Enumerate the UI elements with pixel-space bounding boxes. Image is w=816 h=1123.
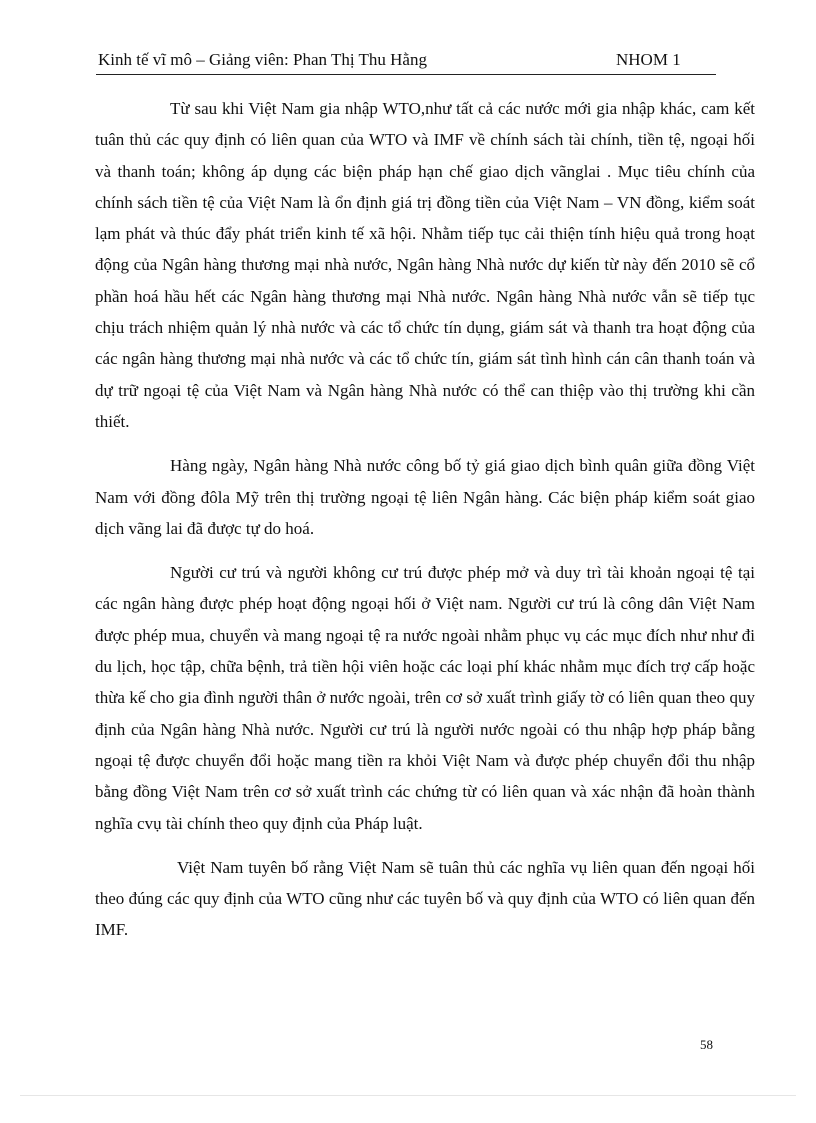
paragraph-exchange-rate: Hàng ngày, Ngân hàng Nhà nước công bố tỷ giá giao dịch bình quân giữa đồng Việt Nam với đồng đôla Mỹ trên thị trường ngoại tệ liên Ngân hàng. Các biện pháp kiểm soát giao dịch vãng lai đã được tự do hoá.	[95, 456, 755, 538]
paragraph-foreign-currency-accounts: Người cư trú và người không cư trú được phép mở và duy trì tài khoản ngoại tệ tại các ngân hàng được phép hoạt động ngoại hối ở Việt nam. Người cư trú là công dân Việt Nam được phép mua, chuyển và mang ngoại tệ ra nước ngoài nhằm phục vụ các mục đích như như đi du lịch, học tập, chữa bệnh, trả tiền hội viên hoặc các loại phí khác nhằm mục đích trợ cấp hoặc thừa kế cho gia đình người thân ở nước ngoài, trên cơ sở xuất trình giấy tờ có liên quan theo quy định của Ngân hàng Nhà nước. Người cư trú là người nước ngoài có thu nhập hợp pháp bằng ngoại tệ được chuyển đổi hoặc mang tiền ra khỏi Việt Nam và được phép chuyển đổi thu nhập bằng đồng Việt Nam trên cơ sở xuất trình các chứng từ có liên quan và xác nhận đã hoàn thành nghĩa cvụ tài chính theo quy định của Pháp luật.	[95, 563, 755, 833]
bottom-divider	[20, 1095, 796, 1096]
paragraph-monetary-policy: Từ sau khi Việt Nam gia nhập WTO,như tất cả các nước mới gia nhập khác, cam kết tuân thủ các quy định có liên quan của WTO và IMF về chính sách tài chính, tiền tệ, ngoại hối và thanh toán; không áp dụng các biện pháp hạn chế giao dịch vãnglai . Mục tiêu chính của chính sách tiền tệ của Việt Nam là ổn định giá trị đồng tiền của Việt Nam – VN đồng, kiểm soát lạm phát và thúc đẩy phát triển kinh tế xã hội. Nhằm tiếp tục cải thiện tính hiệu quả trong hoạt động của Ngân hàng thương mại nhà nước, Ngân hàng Nhà nước dự kiến từ này đến 2010 sẽ cổ phần hoá hầu hết các Ngân hàng thương mại Nhà nước. Ngân hàng Nhà nước vẫn sẽ tiếp tục chịu trách nhiệm quản lý nhà nước và các tổ chức tín dụng, giám sát và thanh tra hoạt động của các ngân hàng thương mại nhà nước và các tổ chức tín, giám sát tình hình cán cân thanh toán và dự trữ ngoại tệ của Việt Nam và Ngân hàng Nhà nước có thể can thiệp vào thị trường khi cần thiết.	[95, 99, 755, 431]
paragraph-wto-imf-commitments: Việt Nam tuyên bố rằng Việt Nam sẽ tuân thủ các nghĩa vụ liên quan đến ngoại hối theo đúng các quy định của WTO cũng như các tuyên bố và quy định của WTO có liên quan đến IMF.	[95, 857, 755, 940]
header-course-title: Kinh tế vĩ mô – Giảng viên: Phan Thị Thu Hằng	[98, 50, 427, 69]
header-group-name: NHOM 1	[616, 50, 681, 69]
document-body	[95, 93, 755, 959]
page-number: 58	[700, 1037, 713, 1052]
page-header	[96, 48, 716, 75]
